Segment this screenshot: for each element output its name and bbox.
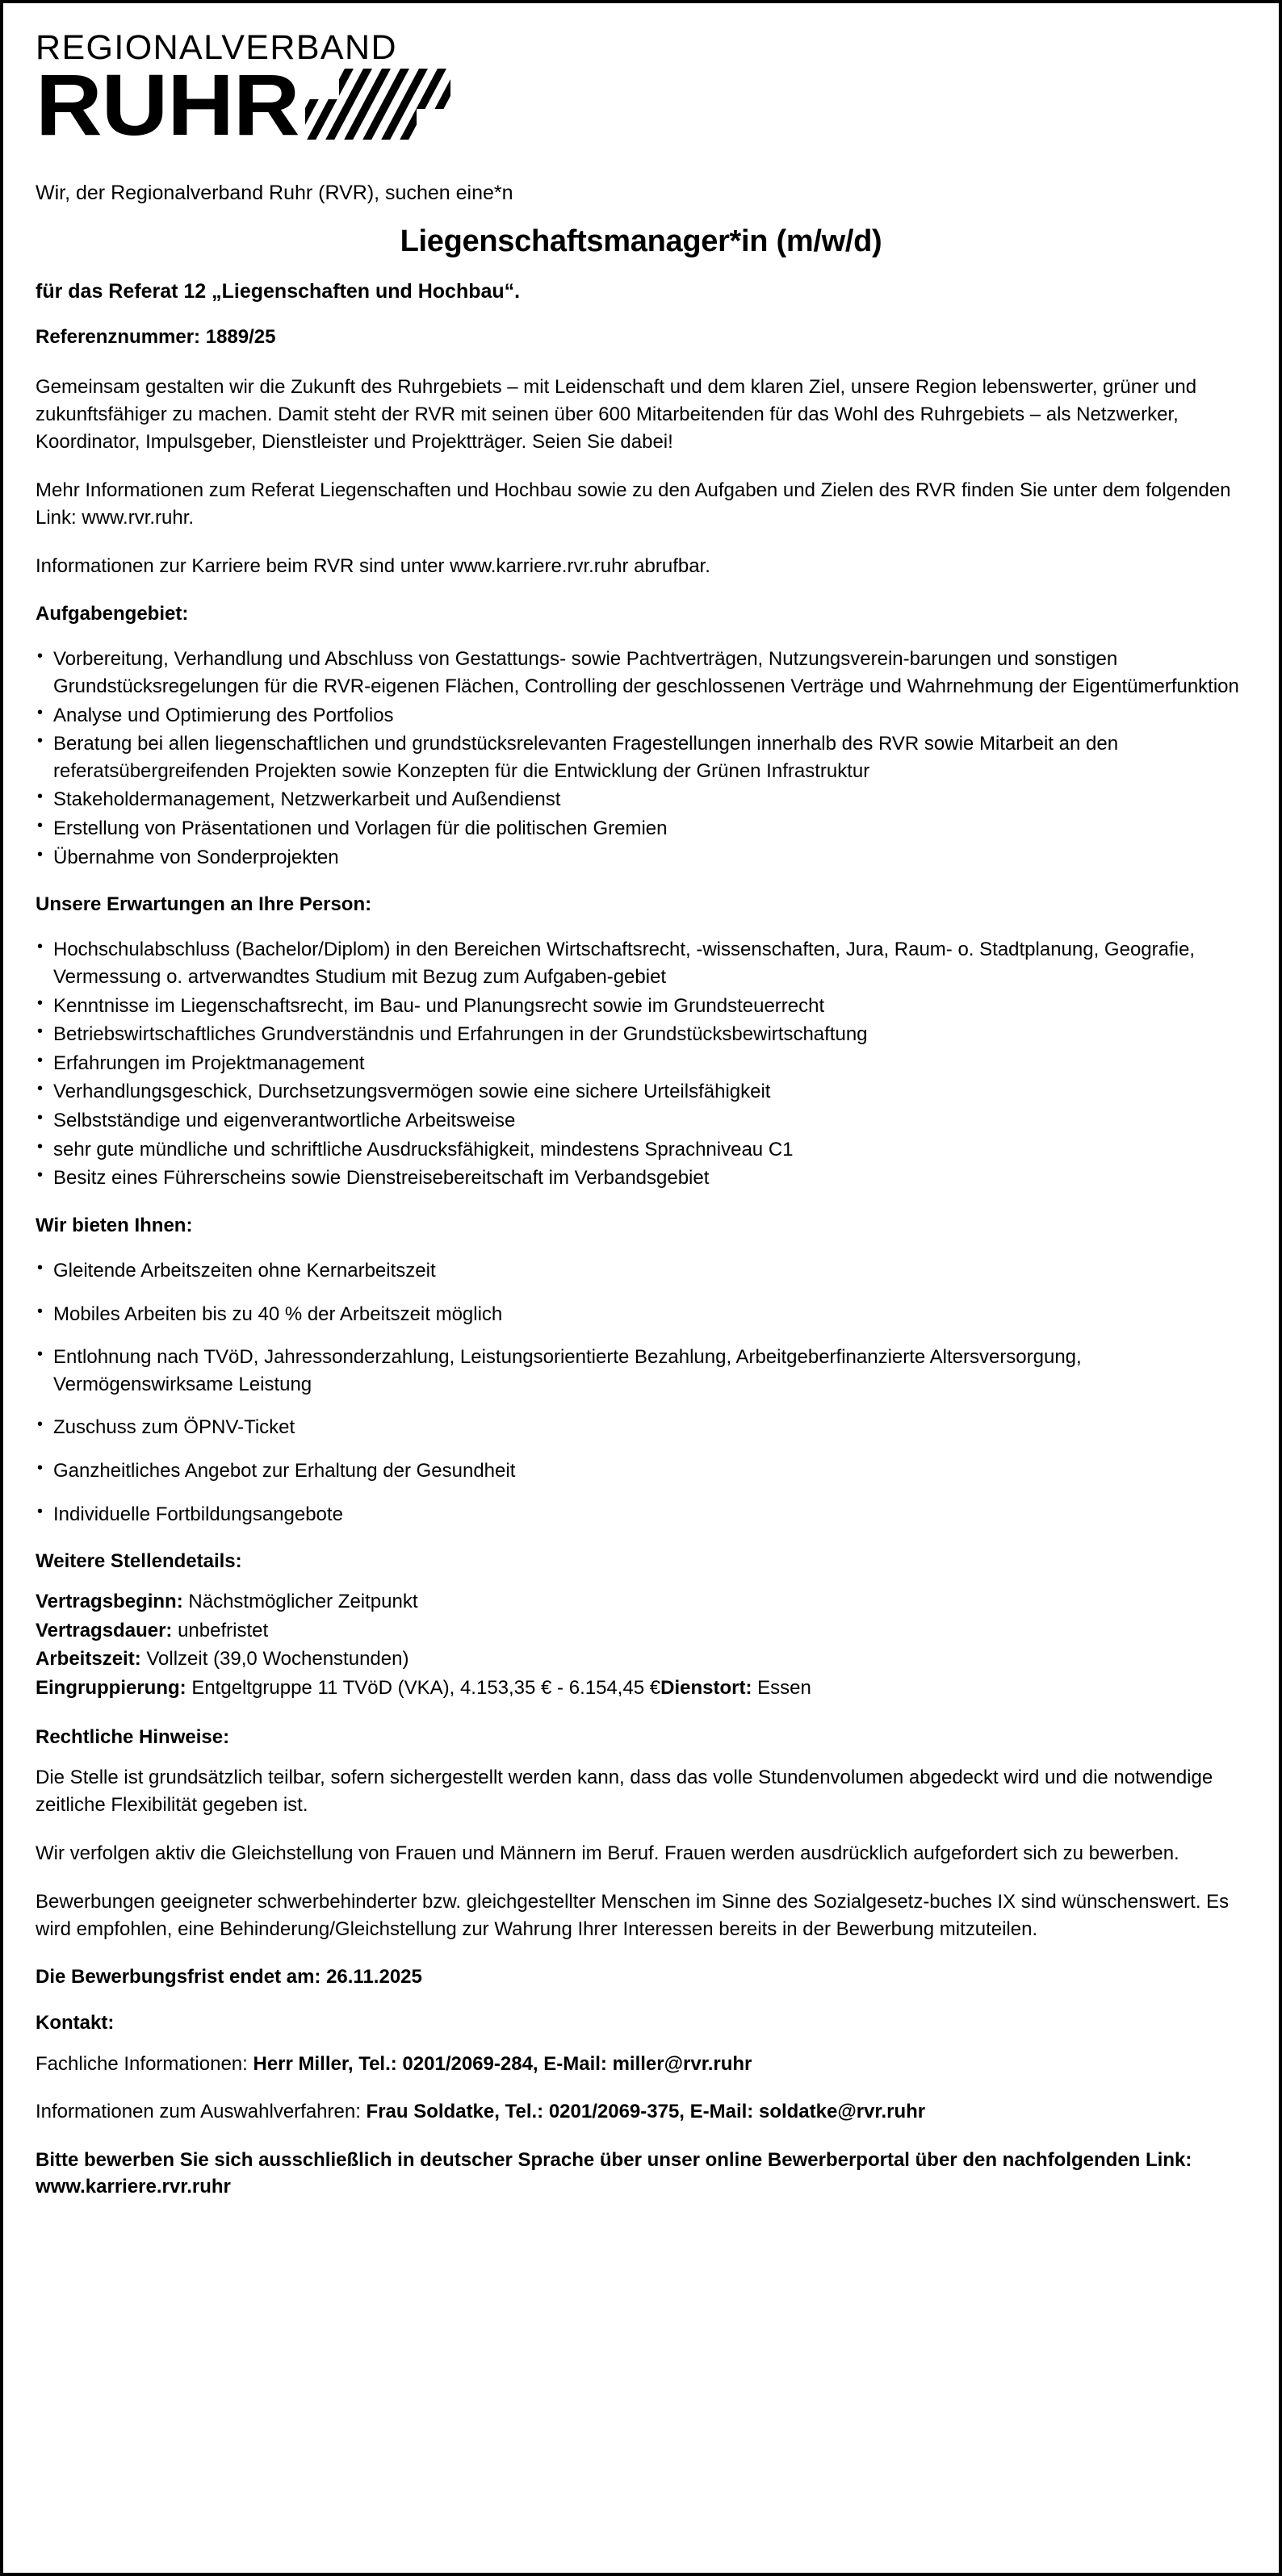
list-item: • Kenntnisse im Liegenschaftsrecht, im Bau- und Planungsrecht sowie im Grundsteuerrecht bbox=[36, 993, 1246, 1020]
section-heading-tasks: Aufgabengebiet: bbox=[36, 603, 189, 625]
pay-label: Eingruppierung: bbox=[36, 1677, 186, 1700]
application-deadline: Die Bewerbungsfrist endet am: 26.11.2025 bbox=[36, 1966, 422, 1988]
intro-paragraph: Gemeinsam gestalten wir die Zukunft des Ruhrgebiets – mit Leidenschaft und dem klaren Ziel, unsere Region lebenswerter, grüner und zukunftsfähiger zu machen. Damit steht der RVR mit seinen über 600 Mitarbeitenden für das Wohl des Ruhrgebiets – als Netzwerker, Koordinator, Impulsgeber, Dienstleister und Projektträger. Seien Sie dabei! bbox=[36, 375, 1197, 453]
detail-row-duration bbox=[36, 1617, 1246, 1645]
section-heading-contact: Kontakt: bbox=[36, 2012, 115, 2034]
section-heading-details: Weitere Stellendetails: bbox=[36, 1550, 242, 1573]
list-item: • sehr gute mündliche und schriftliche Ausdrucksfähigkeit, mindestens Sprachniveau C1 bbox=[36, 1136, 1246, 1164]
list-item: • Selbstständige und eigenverantwortliche Arbeitsweise bbox=[36, 1107, 1246, 1135]
list-item: • Analyse und Optimierung des Portfolios bbox=[36, 702, 1246, 730]
contact-process-details: Frau Soldatke, Tel.: 0201/2069-375, E-Mail: soldatke@rvr.ruhr bbox=[366, 2101, 926, 2123]
list-item: • Hochschulabschluss (Bachelor/Diplom) in den Bereichen Wirtschaftsrecht, -wissenschaften, Jura, Raum- o. Stadtplanung, Geografie, Vermessung o. artverwandtes Studium mit Bezug zum Aufgaben-gebiet bbox=[36, 936, 1246, 990]
detail-value: Nächstmöglicher Zeitpunkt bbox=[182, 1591, 418, 1613]
detail-row-start bbox=[36, 1588, 1246, 1616]
list-item: • Entlohnung nach TVöD, Jahressonderzahlung, Leistungsorientierte Bezahlung, Arbeitgeberfinanzierte Altersversorgung, Vermögenswirksame Leistung bbox=[36, 1344, 1246, 1398]
list-item: • Individuelle Fortbildungsangebote bbox=[36, 1501, 1246, 1528]
list-item: • Beratung bei allen liegenschaftlichen und grundstücksrelevanten Fragestellungen innerhalb des RVR sowie Mitarbeit an den referatsübergreifenden Projekten sowie Konzepten für die Entwicklung der Grünen Infrastruktur bbox=[36, 730, 1246, 784]
expectations-list bbox=[36, 936, 1246, 1191]
list-item: • Besitz eines Führerscheins sowie Dienstreisebereitschaft im Verbandsgebiet bbox=[36, 1165, 1246, 1192]
list-item: • Verhandlungsgeschick, Durchsetzungsvermögen sowie eine sichere Urteilsfähigkeit bbox=[36, 1078, 1246, 1106]
details-block bbox=[36, 1588, 1246, 1701]
list-item: • Betriebswirtschaftliches Grundverständnis und Erfahrungen in der Grundstücksbewirtschaftung bbox=[36, 1021, 1246, 1048]
legal-paragraph-divisible: Die Stelle ist grundsätzlich teilbar, sofern sichergestellt werden kann, dass das volle Stundenvolumen abgedeckt wird und die notwendige zeitliche Flexibilität gegeben ist. bbox=[36, 1766, 1213, 1816]
reference-number bbox=[36, 325, 1246, 349]
detail-label: Vertragsdauer: bbox=[36, 1619, 173, 1641]
list-item: • Ganzheitliches Angebot zur Erhaltung der Gesundheit bbox=[36, 1457, 1246, 1485]
detail-row-hours bbox=[36, 1646, 1246, 1673]
list-item: • Übernahme von Sonderprojekten bbox=[36, 844, 1246, 872]
contact-technical-details: Herr Miller, Tel.: 0201/2069-284, E-Mail: miller@rvr.ruhr bbox=[253, 2052, 752, 2075]
offer-list bbox=[36, 1257, 1246, 1528]
section-heading-offer: Wir bieten Ihnen: bbox=[36, 1214, 193, 1236]
page-title: Liegenschaftsmanager*in (m/w/d) bbox=[400, 224, 882, 258]
list-item: • Stakeholdermanagement, Netzwerkarbeit und Außendienst bbox=[36, 786, 1246, 813]
location-value: Essen bbox=[752, 1677, 811, 1700]
list-item: • Erfahrungen im Projektmanagement bbox=[36, 1050, 1246, 1077]
section-heading-legal: Rechtliche Hinweise: bbox=[36, 1725, 230, 1748]
list-item: • Zuschuss zum ÖPNV-Ticket bbox=[36, 1414, 1246, 1441]
application-instruction: Bitte bewerben Sie sich ausschließlich in deutscher Sprache über unser online Bewerberportal über den nachfolgenden Link: www.karriere.rvr.ruhr bbox=[36, 2148, 1192, 2198]
detail-label: Arbeitszeit: bbox=[36, 1648, 141, 1671]
rvr-logo bbox=[36, 28, 1246, 153]
list-item: • Vorbereitung, Verhandlung und Abschluss von Gestattungs- sowie Pachtverträgen, Nutzungsverein-barungen und sonstigen Grundstücksregelungen für die RVR-eigenen Flächen, Controlling der geschlossenen Verträge und Wahrnehmung der Eigentümerfunktion bbox=[36, 646, 1246, 700]
contact-technical-label: Fachliche Informationen: bbox=[36, 2052, 253, 2075]
legal-paragraph-disability: Bewerbungen geeigneter schwerbehinderter bzw. gleichgestellter Menschen im Sinne des Sozialgesetz-buches IX sind wünschenswert. Es wird empfohlen, eine Behinderung/Gleichstellung zur Wahrung Ihrer Interessen bereits in der Bewerbung mitzuteilen. bbox=[36, 1891, 1230, 1941]
logo-wordmark-ruhr: RUHR bbox=[36, 55, 300, 153]
job-subtitle: für das Referat 12 „Liegenschaften und Hochbau“. bbox=[36, 279, 521, 303]
contact-process bbox=[36, 2098, 1246, 2126]
location-label: Dienstort: bbox=[660, 1677, 752, 1700]
tasks-list bbox=[36, 646, 1246, 871]
legal-paragraph-equality: Wir verfolgen aktiv die Gleichstellung von Frauen und Männern im Beruf. Frauen werden ausdrücklich aufgefordert sich zu bewerben. bbox=[36, 1842, 1179, 1864]
diagonal-stripes-mark bbox=[305, 69, 450, 140]
reference-number-label: Referenznummer: bbox=[36, 325, 201, 348]
detail-value: unbefristet bbox=[172, 1619, 269, 1641]
list-item: • Mobiles Arbeiten bis zu 40 % der Arbeitszeit möglich bbox=[36, 1301, 1246, 1328]
detail-row-pay-and-location bbox=[36, 1675, 1246, 1702]
section-heading-expectations: Unsere Erwartungen an Ihre Person: bbox=[36, 893, 372, 916]
list-item: • Erstellung von Präsentationen und Vorlagen für die politischen Gremien bbox=[36, 815, 1246, 843]
list-item: • Gleitende Arbeitszeiten ohne Kernarbeitszeit bbox=[36, 1257, 1246, 1285]
more-info-paragraph: Mehr Informationen zum Referat Liegenschaften und Hochbau sowie zu den Aufgaben und Zielen des RVR finden Sie unter dem folgenden Link: www.rvr.ruhr. bbox=[36, 479, 1231, 529]
lede-text: Wir, der Regionalverband Ruhr (RVR), suchen eine*n bbox=[36, 181, 513, 204]
detail-label: Vertragsbeginn: bbox=[36, 1591, 183, 1613]
contact-technical bbox=[36, 2051, 1246, 2078]
detail-value: Vollzeit (39,0 Wochenstunden) bbox=[140, 1648, 409, 1671]
pay-value: Entgeltgruppe 11 TVöD (VKA), 4.153,35 € - 6.154,45 € bbox=[186, 1677, 661, 1700]
contact-process-label: Informationen zum Auswahlverfahren: bbox=[36, 2101, 367, 2123]
logo-wordmark-regionalverband: REGIONALVERBAND bbox=[36, 28, 397, 67]
reference-number-value: 1889/25 bbox=[205, 325, 276, 348]
career-info-paragraph: Informationen zur Karriere beim RVR sind unter www.karriere.rvr.ruhr abrufbar. bbox=[36, 555, 710, 578]
